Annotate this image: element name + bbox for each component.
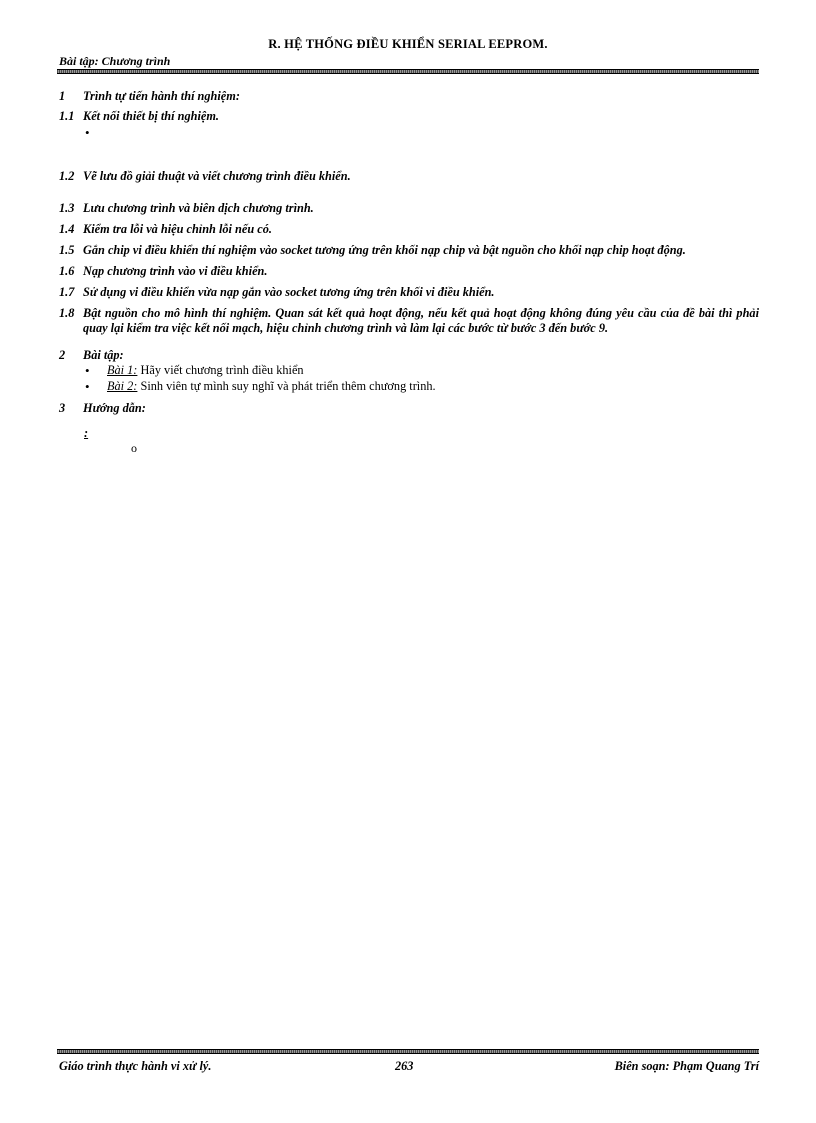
bullet-icon: • [85, 363, 90, 378]
exercise-label: Bài 2: [107, 379, 138, 393]
footer-author: Biên soạn: Phạm Quang Trí [614, 1059, 759, 1073]
bullet-icon: • [85, 379, 90, 394]
step-1-2 [59, 169, 759, 184]
page-subtitle: Bài tập: Chương trình [59, 54, 171, 68]
footer-book-title: Giáo trình thực hành vi xử lý. [59, 1059, 212, 1073]
step-number: 1.1 [59, 109, 75, 123]
exercise-text: Sinh viên tự mình suy nghĩ và phát triển thêm chương trình. [137, 379, 436, 393]
step-text: Sử dụng vi điều khiển vừa nạp gắn vào socket tương ứng trên khối vi điều khiển. [83, 285, 495, 299]
step-1-5 [59, 243, 759, 258]
section-heading: Hướng dẫn: [83, 401, 146, 415]
step-text: Vẽ lưu đồ giải thuật và viết chương trình điều khiển. [83, 169, 351, 183]
section-2 [59, 348, 759, 363]
step-number: 1.2 [59, 169, 75, 183]
step-number: 1.3 [59, 201, 75, 215]
header-divider [57, 69, 759, 74]
step-1-8 [59, 306, 759, 336]
exercise-label: Bài 1: [107, 363, 138, 377]
step-number: 1.4 [59, 222, 75, 236]
main-content [59, 86, 759, 456]
list-item [59, 363, 759, 379]
step-number: 1.6 [59, 264, 75, 278]
list-item [59, 379, 759, 395]
section-number: 3 [59, 401, 66, 415]
step-1-7 [59, 285, 759, 300]
step-number: 1.8 [59, 306, 75, 320]
section-heading: Bài tập: [83, 348, 124, 362]
guide-subitem [59, 441, 759, 456]
step-text: Lưu chương trình và biên dịch chương trình. [83, 201, 314, 215]
section-number: 2 [59, 348, 66, 362]
step-1-3 [59, 201, 759, 216]
bullet-icon: • [85, 125, 90, 140]
step-text: Gắn chip vi điều khiển thí nghiệm vào socket tương ứng trên khối nạp chip và bật nguồn cho khối nạp chip hoạt động. [83, 243, 686, 257]
circle-bullet-icon: o [131, 441, 137, 455]
step-text: Kiểm tra lỗi và hiệu chỉnh lỗi nếu có. [83, 222, 272, 236]
section-3 [59, 401, 759, 416]
exercise-text: Hãy viết chương trình điều khiển [137, 363, 304, 377]
page-number: 263 [395, 1059, 414, 1073]
step-number: 1.5 [59, 243, 75, 257]
guide-colon-text: : [84, 426, 89, 440]
step-text: Nạp chương trình vào vi điều khiển. [83, 264, 268, 278]
section-1 [59, 89, 759, 104]
empty-bullet [59, 125, 759, 141]
page-title: R. HỆ THỐNG ĐIỀU KHIỂN SERIAL EEPROM. [268, 37, 548, 51]
section-number: 1 [59, 89, 66, 103]
section-heading: Trình tự tiến hành thí nghiệm: [83, 89, 240, 103]
guide-colon [59, 426, 759, 441]
step-1-1 [59, 109, 759, 124]
step-1-4 [59, 222, 759, 237]
footer-divider [57, 1049, 759, 1054]
step-1-6 [59, 264, 759, 279]
step-text: Bật nguồn cho mô hình thí nghiệm. Quan sát kết quả hoạt động, nếu kết quả hoạt động không đúng yêu cầu của đề bài thì phải quay lại kiểm tra việc kết nối mạch, hiệu chỉnh chương trình và làm lại các bước từ bước 3 đến bước 9. [83, 306, 759, 335]
step-number: 1.7 [59, 285, 75, 299]
step-text: Kết nối thiết bị thí nghiệm. [83, 109, 219, 123]
page-footer [59, 1059, 759, 1075]
